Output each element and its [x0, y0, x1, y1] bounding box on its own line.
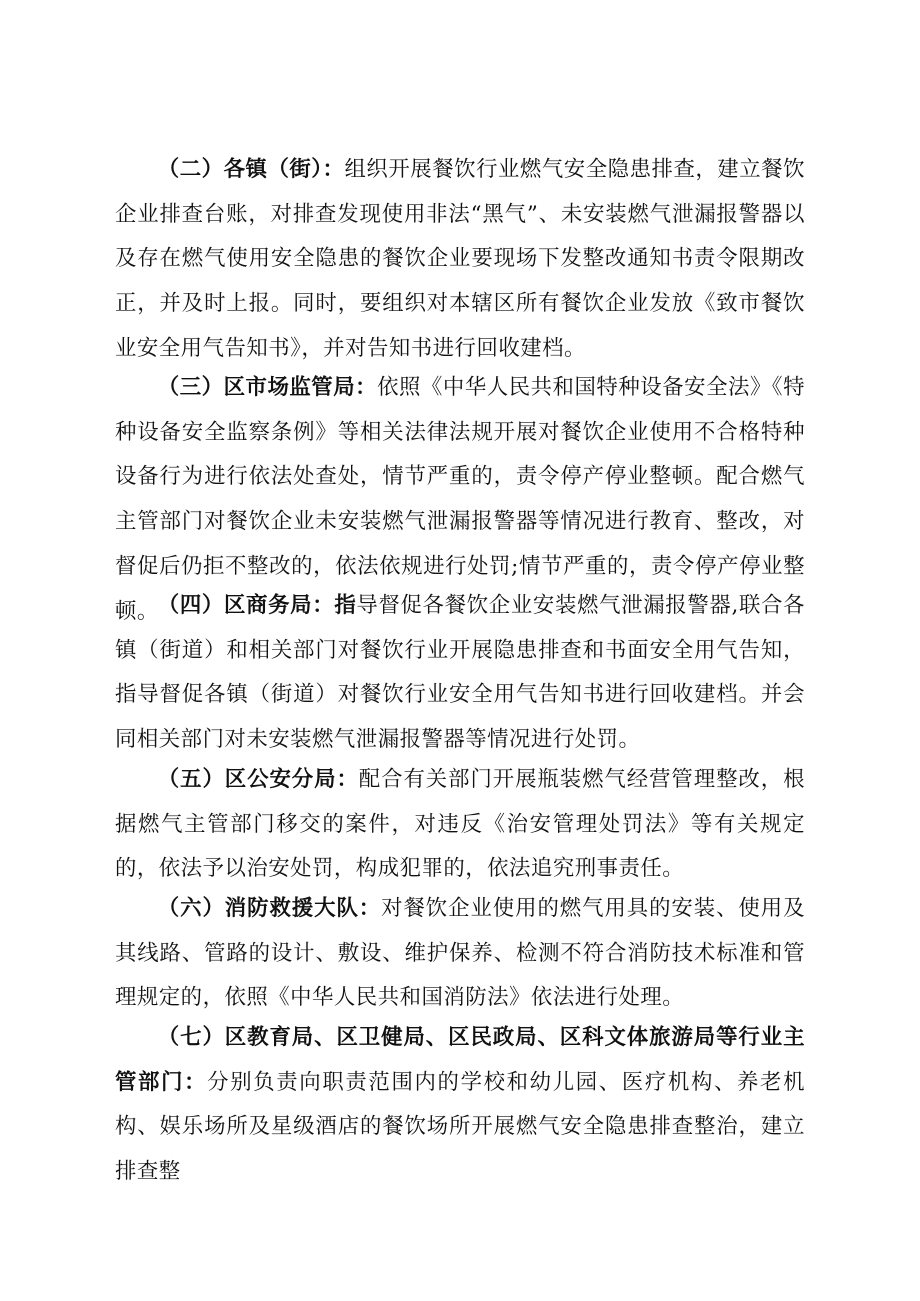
paragraph-heading: （三）区市场监管局：	[157, 375, 378, 400]
paragraph-body: 对餐饮企业使用的燃气用具的安装、使用及其线路、管路的设计、敷设、维护保养、检测不符合消防技术标准和管理规定的，依照《中华人民共和国消防法》依法进行处理。	[115, 896, 805, 1011]
paragraph-body: 配合有关部门开展瓶装燃气经营管理整改，根据燃气主管部门移交的案件，对违反《治安管理处罚法》等有关规定的，依法予以治安处罚，构成犯罪的，依法追究刑事责任。	[115, 767, 805, 882]
paragraph-heading: （七）区教育局、区卫健局、区民政局、区科文体旅游局等行业主管部门：	[115, 1025, 805, 1095]
paragraph-heading: （四）区商务局：指	[157, 593, 357, 618]
paragraph-heading: （五）区公安分局：	[157, 767, 359, 792]
paragraph-body: 分别负责向职责范围内的学校和幼儿园、医疗机构、养老机构、娱乐场所及星级酒店的餐饮场所开展燃气安全隐患排查整治，建立排查整	[115, 1069, 805, 1185]
paragraph-commerce-bureau	[115, 584, 805, 763]
paragraph-fire-rescue-brigade	[115, 887, 805, 1021]
paragraph-heading: （六）消防救援大队：	[157, 896, 382, 921]
paragraph-body: 依照《中华人民共和国特种设备安全法》《特种设备安全监察条例》等相关法律法规开展对餐饮企业使用不合格特种设备行为进行依法处查处，情节严重的，责令停产停业整顿。配合燃气主管部门对餐饮企业未安装燃气泄漏报警器等情况进行教育、整改，对督促后仍拒不整改的，依法依规进行处罚;情节严重的，责令停产停业整顿。	[115, 375, 805, 624]
paragraph-public-security-bureau	[115, 758, 805, 892]
paragraph-heading: （二）各镇（街）：	[157, 157, 345, 182]
paragraph-towns-streets	[115, 148, 805, 372]
paragraph-body: 组织开展餐饮行业燃气安全隐患排查，建立餐饮企业排查台账，对排查发现使用非法“黑气”、未安装燃气泄漏报警器以及存在燃气使用安全隐患的餐饮企业要现场下发整改通知书责令限期改正，并及时上报。同时，要组织对本辖区所有餐饮企业发放《致市餐饮业安全用气告知书》，并对告知书进行回收建档。	[115, 157, 805, 361]
paragraph-body: 导督促各餐饮企业安装燃气泄漏报警器,联合各镇（街道）和相关部门对餐饮行业开展隐患排查和书面安全用气告知，指导督促各镇（街道）对餐饮行业安全用气告知书进行回收建档。并会同相关部门对未安装燃气泄漏报警器等情况进行处罚。	[115, 593, 805, 753]
paragraph-industry-authorities	[115, 1016, 805, 1195]
